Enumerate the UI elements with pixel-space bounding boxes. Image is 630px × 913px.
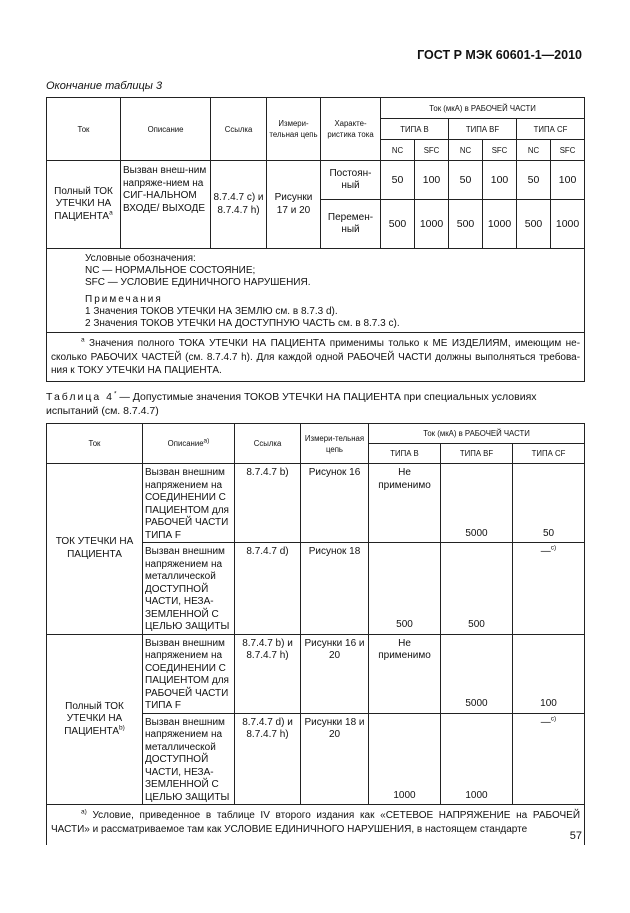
t4-header-type-cf: ТИПА CF xyxy=(513,444,585,464)
t3-dc-label: Постоян-ный xyxy=(321,161,381,200)
t4-type-cf-value: —$^{с)}$ xyxy=(513,713,585,805)
t4-group1-current: ТОК УТЕЧКИ НА ПАЦИЕНТА xyxy=(47,464,143,635)
t3-ac-value: 1000 xyxy=(551,200,585,249)
note-2: 2 Значения ТОКОВ УТЕЧКИ НА ДОСТУПНУЮ ЧАСТЬ см. в 8.7.3 с). xyxy=(85,318,400,329)
t4-header-type-bf: ТИПА BF xyxy=(441,444,513,464)
t4-header-description: Описание$^{а)}$ xyxy=(143,424,235,464)
t3-description-cell: Вызван внеш-ним напряже-нием на СИГ-НАЛЬНОМ ВХОДЕ/ ВЫХОДЕ xyxy=(121,161,211,249)
table3-caption: Окончание таблицы 3 xyxy=(46,80,163,92)
t3-footnote: Значения полного ТОКА УТЕЧКИ НА ПАЦИЕНТА применимы только к МЕ ИЗДЕЛИЯМ, имеющим не-сколько РАБОЧИХ ЧАСТЕЙ (см. 8.7.4.7 h). Для каждой одной РАБОЧЕЙ ЧАСТИ должны выполняться требова-ния к ТОКУ УТЕЧКИ НА ПАЦИЕНТА. xyxy=(51,338,581,376)
t4-reference-cell: 8.7.4.7 d) xyxy=(235,543,301,635)
t4-header-reference: Ссылка xyxy=(235,424,301,464)
t3-dc-value: 100 xyxy=(551,161,585,200)
t3-current-cell: Полный ТОК УТЕЧКИ НА $ПАЦИЕНТА^а$ xyxy=(47,161,121,249)
t3-header-sfc: SFC xyxy=(551,140,585,161)
t4-type-cf-value: —$^{с)}$ xyxy=(513,543,585,635)
t4-measuring-cell: Рисунок 18 xyxy=(301,543,369,635)
t3-header-characteristic: Характе-ристика тока xyxy=(321,98,381,161)
t3-ac-value: 1000 xyxy=(483,200,517,249)
t4-type-bf-value: 1000 xyxy=(441,713,513,805)
t3-notes-cell xyxy=(47,249,585,333)
t3-ac-value: 500 xyxy=(517,200,551,249)
t4-group2-current: Полный ТОК УТЕЧКИ НА ПАЦИЕНТА$^{b)}$ xyxy=(47,634,143,805)
t4-type-b-value: 1000 xyxy=(369,713,441,805)
t3-header-sfc: SFC xyxy=(483,140,517,161)
t4-reference-cell: 8.7.4.7 d) и 8.7.4.7 h) xyxy=(235,713,301,805)
t3-header-nc: NC xyxy=(449,140,483,161)
notes-title: Примечания xyxy=(85,294,163,305)
t3-dc-value: 50 xyxy=(449,161,483,200)
t3-header-measuring: Измери-тельная цепь xyxy=(267,98,321,161)
t3-header-sfc: SFC xyxy=(415,140,449,161)
document-header: ГОСТ Р МЭК 60601-1—2010 xyxy=(417,48,582,62)
t4-measuring-cell: Рисунки 16 и 20 xyxy=(301,634,369,713)
footnote-mark: а) xyxy=(81,808,87,816)
t3-measuring-cell: Рисунки 17 и 20 xyxy=(267,161,321,249)
legend-sfc: SFC — УСЛОВИЕ ЕДИНИЧНОГО НАРУШЕНИЯ. xyxy=(85,277,311,288)
t3-dc-value: 50 xyxy=(381,161,415,200)
t4-description-cell: Вызван внешним напряжением на металлической ДОСТУПНОЙ ЧАСТИ, НЕЗА-ЗЕМЛЕННОЙ С ЦЕЛЬЮ ЗАЩИТЫ xyxy=(143,543,235,635)
t4-footnote-cell xyxy=(47,805,585,845)
t4-description-cell: Вызван внешним напряжением на СОЕДИНЕНИИ С ПАЦИЕНТОМ для РАБОЧЕЙ ЧАСТИ ТИПА F xyxy=(143,464,235,543)
t3-ac-value: 500 xyxy=(381,200,415,249)
t4-type-cf-value: 50 xyxy=(513,464,585,543)
t4-type-b-value: Не применимо xyxy=(369,464,441,543)
t3-header-type-cf: ТИПА CF xyxy=(517,119,585,140)
t4-footnote: Условие, приведенное в таблице IV второго издания как «СЕТЕВОЕ НАПРЯЖЕНИЕ на РАБОЧЕЙ ЧАСТИ» и рассматриваемое там как УСЛОВИЕ ЕДИНИЧНОГО НАРУШЕНИЯ, в настоящем стандарте xyxy=(51,810,581,835)
t3-header-type-bf: ТИПА BF xyxy=(449,119,517,140)
table4 xyxy=(46,423,585,845)
t4-description-cell: Вызван внешним напряжением на СОЕДИНЕНИИ С ПАЦИЕНТОМ для РАБОЧЕЙ ЧАСТИ ТИПА F xyxy=(143,634,235,713)
note-1: 1 Значения ТОКОВ УТЕЧКИ НА ЗЕМЛЮ см. в 8.7.3 d). xyxy=(85,306,338,317)
t4-type-b-value: 500 xyxy=(369,543,441,635)
t4-header-current: Ток xyxy=(47,424,143,464)
t4-header-current-ap: Ток (мкА) в РАБОЧЕЙ ЧАСТИ xyxy=(369,424,585,444)
t3-header-nc: NC xyxy=(517,140,551,161)
t3-header-current: Ток xyxy=(47,98,121,161)
t4-type-b-value: Не применимо xyxy=(369,634,441,713)
legend-title: Условные обозначения: xyxy=(85,253,196,264)
t3-header-type-b: ТИПА В xyxy=(381,119,449,140)
t3-header-reference: Ссылка xyxy=(211,98,267,161)
t3-footnote-cell xyxy=(47,333,585,382)
t3-ac-value: 500 xyxy=(449,200,483,249)
t4-measuring-cell: Рисунки 18 и 20 xyxy=(301,713,369,805)
page-number: 57 xyxy=(569,830,582,842)
t4-measuring-cell: Рисунок 16 xyxy=(301,464,369,543)
t3-header-nc: NC xyxy=(381,140,415,161)
table3 xyxy=(46,97,585,382)
table4-caption: Таблица 4* — Допустимые значения ТОКОВ УТЕЧКИ НА ПАЦИЕНТА при специальных условиях испытаний (см. 8.7.4.7) xyxy=(46,390,537,417)
t3-dc-value: 100 xyxy=(415,161,449,200)
t4-description-cell: Вызван внешним напряжением на металлической ДОСТУПНОЙ ЧАСТИ, НЕЗА-ЗЕМЛЕННОЙ С ЦЕЛЬЮ ЗАЩИТЫ xyxy=(143,713,235,805)
t4-reference-cell: 8.7.4.7 b) xyxy=(235,464,301,543)
t3-dc-value: 100 xyxy=(483,161,517,200)
t4-type-bf-value: 5000 xyxy=(441,634,513,713)
legend-nc: NC — НОРМАЛЬНОЕ СОСТОЯНИЕ; xyxy=(85,265,256,276)
t4-header-type-b: ТИПА В xyxy=(369,444,441,464)
t4-type-bf-value: 5000 xyxy=(441,464,513,543)
t4-type-cf-value: 100 xyxy=(513,634,585,713)
t4-header-measuring: Измери-тельная цепь xyxy=(301,424,369,464)
t3-header-current-ap: Ток (мкА) в РАБОЧЕЙ ЧАСТИ xyxy=(381,98,585,119)
t3-header-description: Описание xyxy=(121,98,211,161)
footnote-mark: а xyxy=(81,336,85,344)
t4-type-bf-value: 500 xyxy=(441,543,513,635)
t4-reference-cell: 8.7.4.7 b) и 8.7.4.7 h) xyxy=(235,634,301,713)
t3-ac-label: Перемен-ный xyxy=(321,200,381,249)
t3-ac-value: 1000 xyxy=(415,200,449,249)
t3-reference-cell: 8.7.4.7 с) и 8.7.4.7 h) xyxy=(211,161,267,249)
t3-dc-value: 50 xyxy=(517,161,551,200)
